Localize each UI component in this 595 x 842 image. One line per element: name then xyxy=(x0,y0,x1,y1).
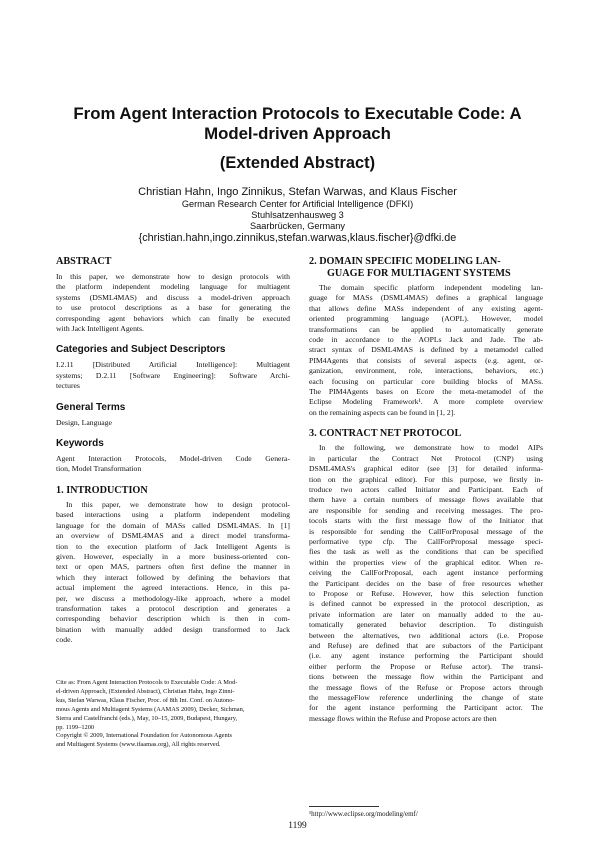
abstract-heading: ABSTRACT xyxy=(56,256,112,267)
text-line: el-driven Approach, (Extended Abstract), Christian Hahn, Ingo Zinni- xyxy=(56,687,235,695)
text-line: actual implement the agreed interactions. Hence, in this pa- xyxy=(56,583,290,593)
citation-box xyxy=(56,679,290,750)
author-list: Christian Hahn, Ingo Zinnikus, Stefan Warwas, and Klaus Fischer xyxy=(138,186,457,198)
page-number: 1199 xyxy=(288,821,307,831)
keywords-heading: Keywords xyxy=(56,438,104,450)
text-line: an overview of DSML4MAS and a direct model transforma- xyxy=(56,531,290,541)
text-line: tomatically generated behavior description. To distinguish xyxy=(309,620,543,630)
text-line: tectures xyxy=(56,381,80,391)
text-line: systems; D.2.11 [Software Engineering]: Software Archi- xyxy=(56,370,290,380)
text-line: which they interact followed by defining the behaviors that xyxy=(56,572,290,582)
text-line: code in accordance to the AOPLs Jack and Jade. The ab- xyxy=(309,335,543,345)
footnote-separator xyxy=(309,806,379,807)
text-line: guage for MASs (DSML4MAS) defines a graphical language xyxy=(309,293,543,303)
text-line: tion, Model Transformation xyxy=(56,464,142,474)
text-line: either perform the Propose or Refuse actor). The transi- xyxy=(309,661,543,671)
text-line: to Propose or Refuse. However, how this selection function xyxy=(309,588,543,598)
text-line: them have a certain numbers of message flows available that xyxy=(309,495,543,505)
text-line: that allows define MASs independent of any existing agent- xyxy=(309,303,543,313)
text-line: In this paper, we demonstrate how to design protocol- xyxy=(66,499,290,509)
text-line: private information are later on manually added to the au- xyxy=(309,609,543,619)
text-line: The domain specific platform independent modeling lan- xyxy=(319,283,543,292)
text-line: is defined cannot be expressed in the protocol description, as xyxy=(309,599,543,609)
text-line: and Refuse) are defined that are subactors of the Participant xyxy=(309,641,543,650)
abstract-text xyxy=(56,272,290,334)
left-column xyxy=(56,256,290,646)
text-line: tion on the graphical editor). For this purpose, we firstly in- xyxy=(309,474,543,484)
footnote-eclipse-url: ¹http://www.eclipse.org/modeling/emf/ xyxy=(309,810,418,818)
text-line: ganization, environment, role, interactions, behaviors, etc.) xyxy=(309,366,543,376)
affiliation-city: Saarbrücken, Germany xyxy=(250,221,345,232)
text-line: are responsible for sending and receiving messages. The pro- xyxy=(309,505,543,515)
text-line: in particular the Contract Net Protocol (CNP) using xyxy=(309,453,543,463)
text-line: performative type cfp. The CallForProposal message speci- xyxy=(309,536,543,546)
text-line: (i.e. any agent instance performing the Participant should xyxy=(309,651,543,661)
section-3-heading: 3. CONTRACT NET PROTOCOL xyxy=(309,428,462,440)
text-line: Eclipse Modeling Framework¹. A more complete overview xyxy=(309,397,543,407)
text-line: The PIM4Agents bases on Ecore the meta-metamodel of the xyxy=(309,387,543,397)
text-line: In the following, we demonstrate how to model AIPs xyxy=(319,443,543,453)
text-line: DSML4MAS's graphical editor (see [3] for detailed informa- xyxy=(309,464,543,474)
author-emails: {christian.hahn,ingo.zinnikus,stefan.warwas,klaus.fischer}@dfki.de xyxy=(138,232,457,244)
introduction-text xyxy=(56,500,290,646)
text-line: text or open MAS, partners often first define the manner in xyxy=(56,562,290,572)
introduction-heading: 1. INTRODUCTION xyxy=(56,484,148,496)
text-line: PIM4Agents that consists of several aspects (e.g. agent, or- xyxy=(309,355,543,365)
affiliation-street: Stuhlsatzenhausweg 3 xyxy=(251,210,344,221)
text-line: ceiving the CallForProposal, each agent instance performing xyxy=(309,568,543,578)
categories-heading: Categories and Subject Descriptors xyxy=(56,344,226,356)
general-terms-heading: General Terms xyxy=(56,401,126,413)
text-line: pp. 1199–1200 xyxy=(56,723,95,731)
title-line-2: Model-driven Approach xyxy=(204,124,391,143)
text-line: Sierra and Castelfranchi (eds.), May, 10–15, 2009, Budapest, Hungary, xyxy=(56,714,238,722)
section-3-text xyxy=(309,443,543,724)
section-2-heading xyxy=(309,256,543,280)
text-line: and Multiagent Systems (www.ifaamas.org), All rights reserved. xyxy=(56,741,221,749)
text-line: on the remaining aspects can be found in [1, 2]. xyxy=(309,407,456,417)
text-line: language for the domain of MASs called DSML4MAS. In [1] xyxy=(56,520,290,530)
text-line: transformation takes a protocol description and generates a xyxy=(56,603,290,613)
text-line: the message flows of the Refuse or Propose actors through xyxy=(309,682,543,692)
text-line: mous Agents and Multiagent Systems (AAMAS 2009), Decker, Sichman, xyxy=(56,705,245,713)
text-line: the messageFlow reference underlining the change of state xyxy=(309,693,543,703)
section-2-heading-line-1: 2. DOMAIN SPECIFIC MODELING LAN- xyxy=(309,256,501,267)
affiliation-name: German Research Center for Artificial Intelligence (DFKI) xyxy=(181,199,414,209)
text-line: with Jack Intelligent Agents. xyxy=(56,324,144,334)
text-line: tocols starts with the first message flow of the Initiator that xyxy=(309,516,543,526)
general-terms-text: Design, Language xyxy=(56,417,112,427)
text-line: based interactions using a platform independent modeling xyxy=(56,510,290,520)
right-column xyxy=(309,256,543,724)
affiliation xyxy=(40,199,555,233)
text-line: code. xyxy=(56,635,73,645)
paper-subtitle: (Extended Abstract) xyxy=(219,154,376,172)
text-line: In this paper, we demonstrate how to design protocols with xyxy=(56,272,290,281)
text-line: corresponding agent behaviors which can finally be executed xyxy=(56,313,290,323)
text-line: each focusing on particular core building blocks of MASs. xyxy=(309,376,543,386)
text-line: within the properties view of the graphical editor. When re- xyxy=(309,557,543,567)
text-line: systems (DSML4MAS) and discuss a model-driven approach xyxy=(56,292,290,302)
section-2-text xyxy=(309,283,543,418)
text-line: tion to the execution platform of Jack Intelligent Agents is xyxy=(56,541,290,551)
text-line: corresponding behavior description which is then in com- xyxy=(56,614,290,624)
text-line: Agent Interaction Protocols, Model-driven Code Genera- xyxy=(56,454,290,464)
title-line-1: From Agent Interaction Protocols to Executable Code: A xyxy=(73,104,522,123)
text-line: between the alternatives, two additional actors (i.e. Propose xyxy=(309,630,543,640)
text-line: to use protocol descriptions as a base for generating the xyxy=(56,303,290,313)
text-line: for the agent instance performing the Participant actor. The xyxy=(309,703,543,713)
text-line: per, we discuss a methodology-like approach, where a model xyxy=(56,593,290,603)
paper-title xyxy=(40,104,555,144)
text-line: bination with manually added design transformed to Jack xyxy=(56,624,290,634)
text-line: troduce two actors called Initiator and Participant. Each of xyxy=(309,484,543,494)
text-line: given. However, especially in a more business-oriented con- xyxy=(56,551,290,561)
text-line: stract syntax of DSML4MAS is defined by a metamodel called xyxy=(309,345,543,355)
text-line: Copyright © 2009, International Foundation for Autonomous Agents xyxy=(56,732,232,740)
text-line: the Participant decides on the base of free resources whether xyxy=(309,578,543,588)
section-2-heading-line-2: GUAGE FOR MULTIAGENT SYSTEMS xyxy=(327,268,511,279)
text-line: kus, Stefan Warwas, Klaus Fischer, Proc. of 8th Int. Conf. on Autono- xyxy=(56,696,235,704)
text-line: is responsible for sending the CallForProposal message of the xyxy=(309,526,543,536)
text-line: message flows within the Refuse and Propose actors are then xyxy=(309,713,497,723)
text-line: transformations can be applied to automatically generate xyxy=(309,324,543,334)
text-line: the platform independent modeling language for multiagent xyxy=(56,282,290,292)
text-line: oriented programming language (AOPL). However, model xyxy=(309,314,543,324)
text-line: fies the task as well as the conditions that can be specified xyxy=(309,547,543,557)
text-line: Cite as: From Agent Interaction Protocols to Executable Code: A Mod- xyxy=(56,679,238,686)
keywords-text xyxy=(56,454,290,475)
text-line: tions between the message flow within the Participant and xyxy=(309,672,543,682)
categories-text xyxy=(56,360,290,391)
text-line: I.2.11 [Distributed Artificial Intelligence]: Multiagent xyxy=(56,360,290,370)
